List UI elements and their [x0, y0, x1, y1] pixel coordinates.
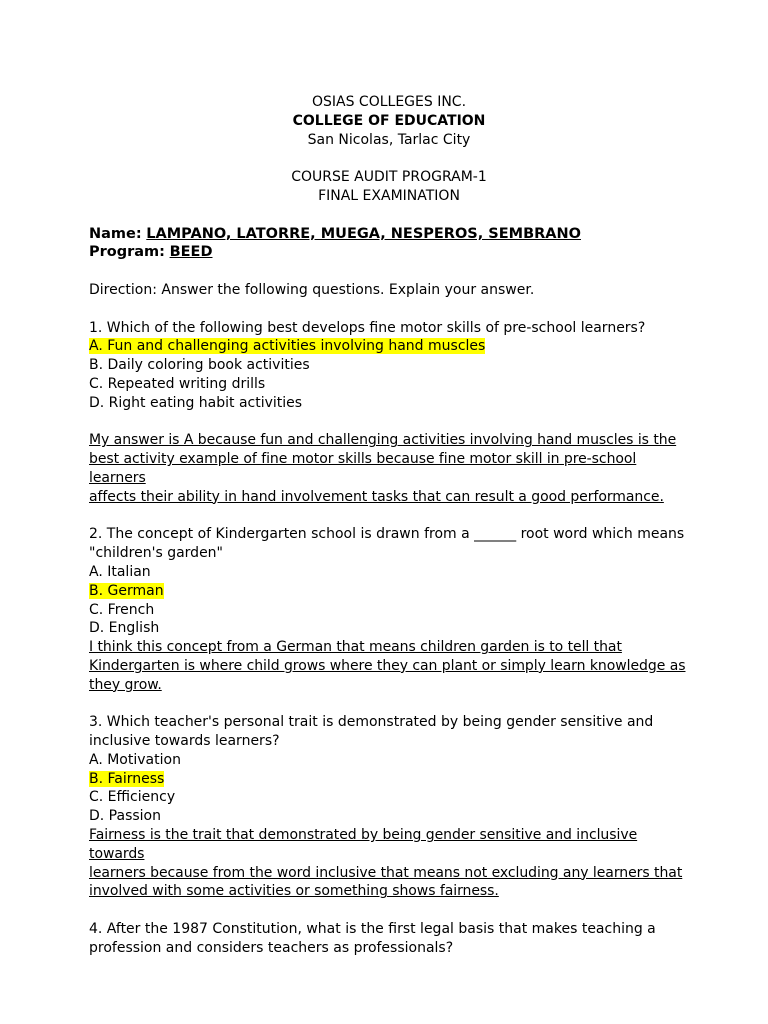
question-text: 1. Which of the following best develops fine motor skills of pre-school learners? [89, 319, 646, 336]
choice-a [89, 337, 689, 356]
question-1 [89, 319, 689, 507]
student-program-line [89, 243, 689, 262]
exam-title: FINAL EXAMINATION [318, 187, 460, 204]
name-value: LAMPANO, LATORRE, MUEGA, NESPEROS, SEMBRANO [146, 225, 581, 242]
explanation-line: learners because from the word inclusive that means not excluding any learners that [89, 864, 683, 881]
choice-a: A. Italian [89, 563, 151, 580]
question-3 [89, 713, 689, 901]
choice-a: A. Motivation [89, 751, 181, 768]
highlighted-answer: A. Fun and challenging activities involving hand muscles [89, 338, 486, 355]
explanation-line: I think this concept from a German that means children garden is to tell that [89, 639, 622, 656]
college-name: COLLEGE OF EDUCATION [292, 112, 486, 129]
program-value: BEED [169, 244, 213, 261]
choice-c: C. French [89, 601, 155, 618]
highlighted-answer: B. Fairness [89, 770, 165, 787]
student-info [89, 225, 689, 263]
question-text: 3. Which teacher's personal trait is demonstrated by being gender sensitive and [89, 714, 654, 731]
choice-c: C. Repeated writing drills [89, 375, 266, 392]
explanation [89, 431, 689, 506]
student-name-line [89, 225, 689, 244]
explanation-line: best activity example of fine motor skills because fine motor skill in pre-school learners [89, 451, 637, 486]
program-title: COURSE AUDIT PROGRAM-1 [291, 169, 487, 186]
explanation [89, 826, 689, 901]
explanation-line: My answer is A because fun and challenging activities involving hand muscles is the [89, 432, 677, 449]
choice-b [89, 770, 689, 789]
question-text-continued: profession and considers teachers as professionals? [89, 939, 454, 956]
explanation [89, 638, 689, 694]
question-2 [89, 525, 689, 694]
question-text-continued: "children's garden" [89, 545, 223, 562]
exam-document [89, 93, 689, 958]
choice-b [89, 582, 689, 601]
question-text-continued: inclusive towards learners? [89, 733, 280, 750]
college-location: San Nicolas, Tarlac City [307, 131, 471, 148]
explanation-line: involved with some activities or something shows fairness. [89, 883, 499, 900]
highlighted-answer: B. German [89, 582, 164, 599]
choice-d: D. Right eating habit activities [89, 394, 303, 411]
explanation-line: they grow. [89, 676, 162, 693]
question-4 [89, 920, 689, 958]
explanation-line: affects their ability in hand involvement tasks that can result a good performance. [89, 488, 664, 505]
choice-b: B. Daily coloring book activities [89, 357, 310, 374]
institution-name: OSIAS COLLEGES INC. [311, 94, 467, 110]
explanation-line: Fairness is the trait that demonstrated by being gender sensitive and inclusive towards [89, 827, 638, 862]
direction-text: Direction: Answer the following questions. Explain your answer. [89, 281, 535, 298]
question-text: 4. After the 1987 Constitution, what is the first legal basis that makes teaching a [89, 921, 656, 938]
question-text: 2. The concept of Kindergarten school is drawn from a ______ root word which means [89, 526, 685, 543]
choice-d: D. Passion [89, 808, 161, 825]
document-header [89, 93, 689, 206]
explanation-line: Kindergarten is where child grows where they can plant or simply learn knowledge as [89, 657, 686, 674]
program-label: Program: [89, 244, 165, 261]
choice-c: C. Efficiency [89, 789, 176, 806]
choice-d: D. English [89, 620, 160, 637]
name-label: Name: [89, 225, 142, 242]
